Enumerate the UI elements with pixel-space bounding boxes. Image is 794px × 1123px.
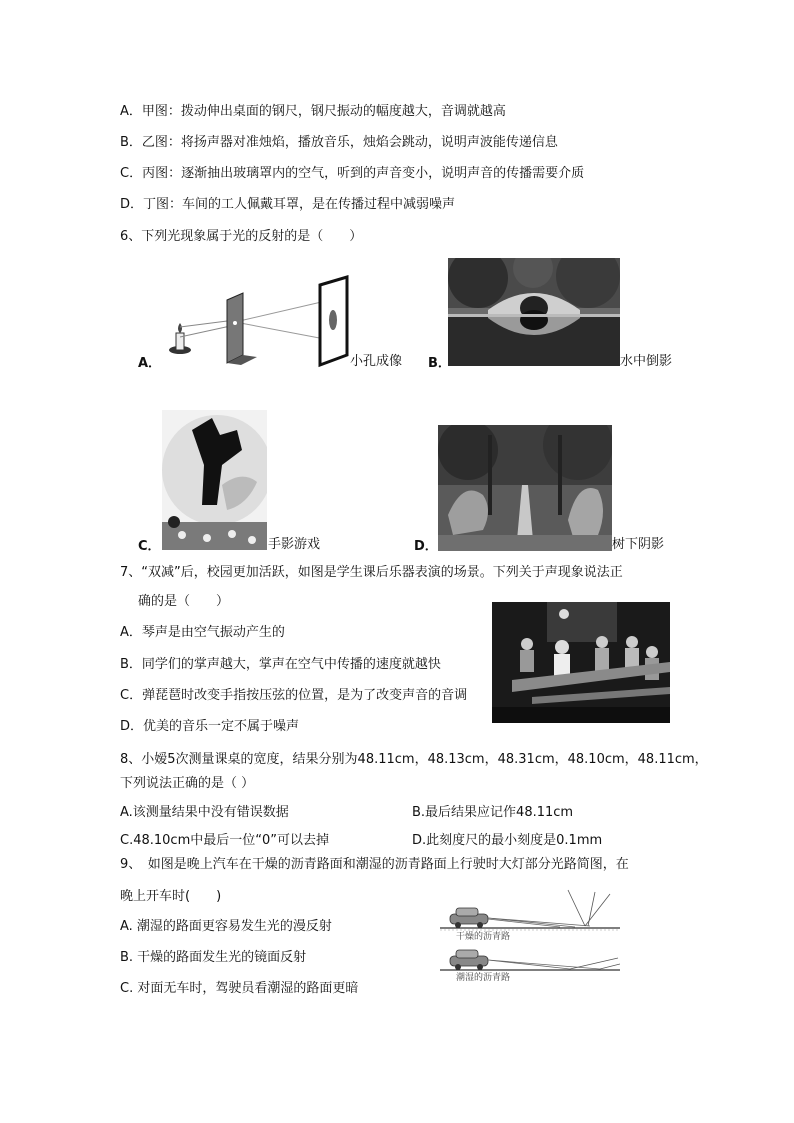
instrument-performance-photo	[492, 602, 670, 723]
q7-stem-line1: 7、“双减”后，校园更加活跃，如图是学生课后乐器表演的场景。下列关于声现象说法正	[120, 565, 623, 580]
q6-option-c-letter: C．	[138, 539, 161, 554]
q8-option-b: B.最后结果应记作48.11cm	[412, 805, 574, 820]
q5-option-a: A．甲图：拨动伸出桌面的钢尺，钢尺振动的幅度越大，音调就越高	[120, 104, 506, 119]
q8-option-c: C.48.10cm中最后一位“0”可以去掉	[120, 833, 329, 848]
q7-option-c: C．弹琵琶时改变手指按压弦的位置，是为了改变声音的音调	[120, 688, 468, 703]
q9-option-a: A. 潮湿的路面更容易发生光的漫反射	[120, 919, 332, 934]
q8-option-a: A.该测量结果中没有错误数据	[120, 805, 289, 820]
q9-option-c: C. 对面无车时，驾驶员看潮湿的路面更暗	[120, 981, 359, 996]
q5-option-d: D．丁图：车间的工人佩戴耳罩，是在传播过程中减弱噪声	[120, 197, 456, 212]
wet-road-label: 潮湿的沥青路	[456, 973, 511, 983]
q7-option-b: B．同学们的掌声越大，掌声在空气中传播的速度就越快	[120, 657, 441, 672]
q6-option-a-letter: A．	[138, 356, 162, 371]
q6-option-c-caption: 手影游戏	[268, 537, 321, 552]
q6-option-d-letter: D．	[414, 539, 438, 554]
q9-stem-line1: 9、 如图是晚上汽车在干燥的沥青路面和潮湿的沥青路面上行驶时大灯部分光路简图，在	[120, 857, 629, 872]
q5-option-c: C．丙图：逐渐抽出玻璃罩内的空气，听到的声音变小，说明声音的传播需要介质	[120, 166, 585, 181]
pinhole-imaging-figure	[165, 275, 350, 370]
hand-shadow-photo	[162, 410, 267, 550]
q9-stem-line2: 晚上开车时( )	[120, 889, 222, 904]
q7-option-a: A．琴声是由空气振动产生的	[120, 625, 285, 640]
q8-option-d: D.此刻度尺的最小刻度是0.1mm	[412, 833, 603, 848]
q8-stem-line2: 下列说法正确的是（ ）	[120, 776, 255, 791]
q6-option-b-letter: B．	[428, 356, 451, 371]
q6-option-b-caption: 水中倒影	[620, 354, 673, 369]
q6-option-a-caption: 小孔成像	[350, 354, 403, 369]
q9-option-b: B. 干燥的路面发生光的镜面反射	[120, 950, 307, 965]
q6-option-d-caption: 树下阴影	[612, 537, 665, 552]
q7-option-d: D．优美的音乐一定不属于噪声	[120, 719, 300, 734]
q6-stem: 6、下列光现象属于光的反射的是（ ）	[120, 229, 363, 244]
q7-stem-line2: 确的是（ ）	[138, 594, 230, 609]
water-reflection-photo	[448, 258, 620, 366]
q5-option-b: B．乙图：将扬声器对准烛焰，播放音乐，烛焰会跳动，说明声波能传递信息	[120, 135, 558, 150]
q8-stem-line1: 8、小嫒5次测量课桌的宽度，结果分别为48.11cm，48.13cm，48.31cm，48.10cm，48.11cm，	[120, 752, 708, 767]
dry-road-label: 干燥的沥青路	[456, 932, 511, 942]
tree-shadow-photo	[438, 425, 612, 551]
